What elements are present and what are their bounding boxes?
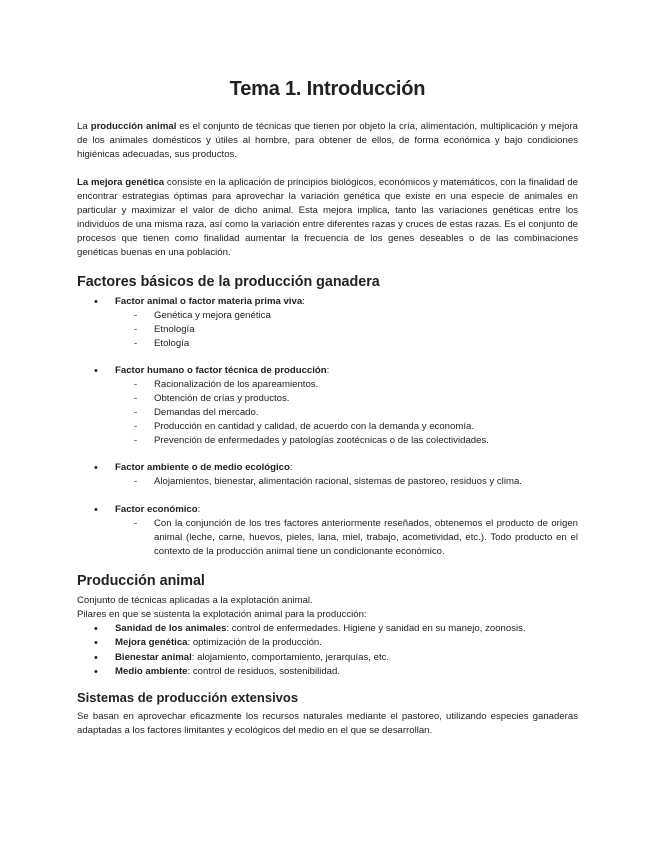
factor-sublist xyxy=(115,309,578,350)
list-item: - Con la conjunción de los tres factores anteriormente reseñados, obtenemos el producto de origen animal (leche, carne, huevos, pieles, lana, miel, trabajo, acometividad, etc.). Todo producto en el contexto de la producción animal tiene un condicionante económico. xyxy=(115,517,578,558)
list-item: • Medio ambiente: control de residuos, sostenibilidad. xyxy=(77,665,578,680)
intro-paragraph-produccion: La producción animal es el conjunto de técnicas que tienen por objeto la cría, alimentación, multiplicación y mejora de los animales domésticos y útiles al hombre, para obtener de ellos, de forma económica y bajo condiciones higiénicas adecuadas, sus productos. xyxy=(77,121,578,160)
list-item: - Alojamientos, bienestar, alimentación racional, sistemas de pastoreo, residuos y clima. xyxy=(115,475,578,489)
section-heading-produccion: Producción animal xyxy=(77,572,205,589)
factor-item: • Factor económico: - Con la conjunción de los tres factores anteriormente reseñados, obtenemos el producto de origen animal (leche, carne, huevos, pieles, lana, miel, trabajo, acometividad, etc.). Todo producto en el contexto de la producción animal tiene un condicionante económico. xyxy=(77,503,578,558)
list-item: - Etnología xyxy=(115,323,578,337)
factor-item: • Factor ambiente o de medio ecológico: - Alojamientos, bienestar, alimentación racional, sistemas de pastoreo, residuos y clima. xyxy=(77,461,578,489)
list-item: • Bienestar animal: alojamiento, comportamiento, jerarquías, etc. xyxy=(77,651,578,666)
term-produccion-animal: producción animal xyxy=(90,121,177,132)
sistemas-paragraph: Se basan en aprovechar eficazmente los recursos naturales mediante el pastoreo, utilizando especies ganaderas adaptadas a los factores limitantes y ecológicos del medio en el que se desarrollan. xyxy=(77,710,578,736)
list-item: - Prevención de enfermedades y patologías zootécnicas o de las colectividades. xyxy=(115,434,578,448)
list-item: - Producción en cantidad y calidad, de acuerdo con la demanda y economía. xyxy=(115,420,578,434)
list-item: - Racionalización de los apareamientos. xyxy=(115,378,578,392)
list-item: - Etología xyxy=(115,337,578,351)
produccion-line-1: Conjunto de técnicas aplicadas a la explotación animal. xyxy=(77,594,313,606)
list-item: • Mejora genética: optimización de la producción. xyxy=(77,636,578,651)
pilares-list xyxy=(77,622,578,680)
factor-sublist xyxy=(115,517,578,558)
factor-sublist xyxy=(115,378,578,447)
term-mejora-genetica: La mejora genética xyxy=(77,177,165,188)
factor-item: • Factor humano o factor técnica de producción: - Racionalización de los apareamientos. - Obtención de crías y productos. - Demandas del mercado. - Producción en cantidad y calidad, de acuerdo con la demanda y economía. - Prevención de enfermedades y patologías zootécnicas o de las colectividades. xyxy=(77,364,578,447)
list-item: - Demandas del mercado. xyxy=(115,406,578,420)
produccion-line-2: Pilares en que se sustenta la explotación animal para la producción: xyxy=(77,608,367,620)
intro-paragraph-mejora: La mejora genética consiste en la aplicación de principios biológicos, económicos y matemáticos, con la finalidad de encontrar estrategias óptimas para aprovechar la variación genética que existe en una especie de animales en particular y maximizar el valor de dicho animal. Esta mejora implica, tanto las variaciones genéticas entre los individuos de una misma raza, así como la variación entre diferentes razas y cruces de estas razas. Es el conjunto de procesos que tienen como finalidad aumentar la frecuencia de los genes deseables o de las combinaciones genéticas buenas en una población. xyxy=(77,177,578,258)
section-heading-sistemas: Sistemas de producción extensivos xyxy=(77,689,299,705)
list-item: - Obtención de crías y productos. xyxy=(115,392,578,406)
factores-list xyxy=(77,295,578,559)
factor-sublist xyxy=(115,475,578,489)
list-item: - Genética y mejora genética xyxy=(115,309,578,323)
page-title: Tema 1. Introducción xyxy=(229,78,426,100)
document-page xyxy=(77,72,578,738)
list-item: • Sanidad de los animales: control de enfermedades. Higiene y sanidad en su manejo, zoonosis. xyxy=(77,622,578,637)
section-heading-factores: Factores básicos de la producción ganadera xyxy=(77,274,380,290)
factor-item: • Factor animal o factor materia prima viva: - Genética y mejora genética - Etnología - Etología xyxy=(77,295,578,350)
